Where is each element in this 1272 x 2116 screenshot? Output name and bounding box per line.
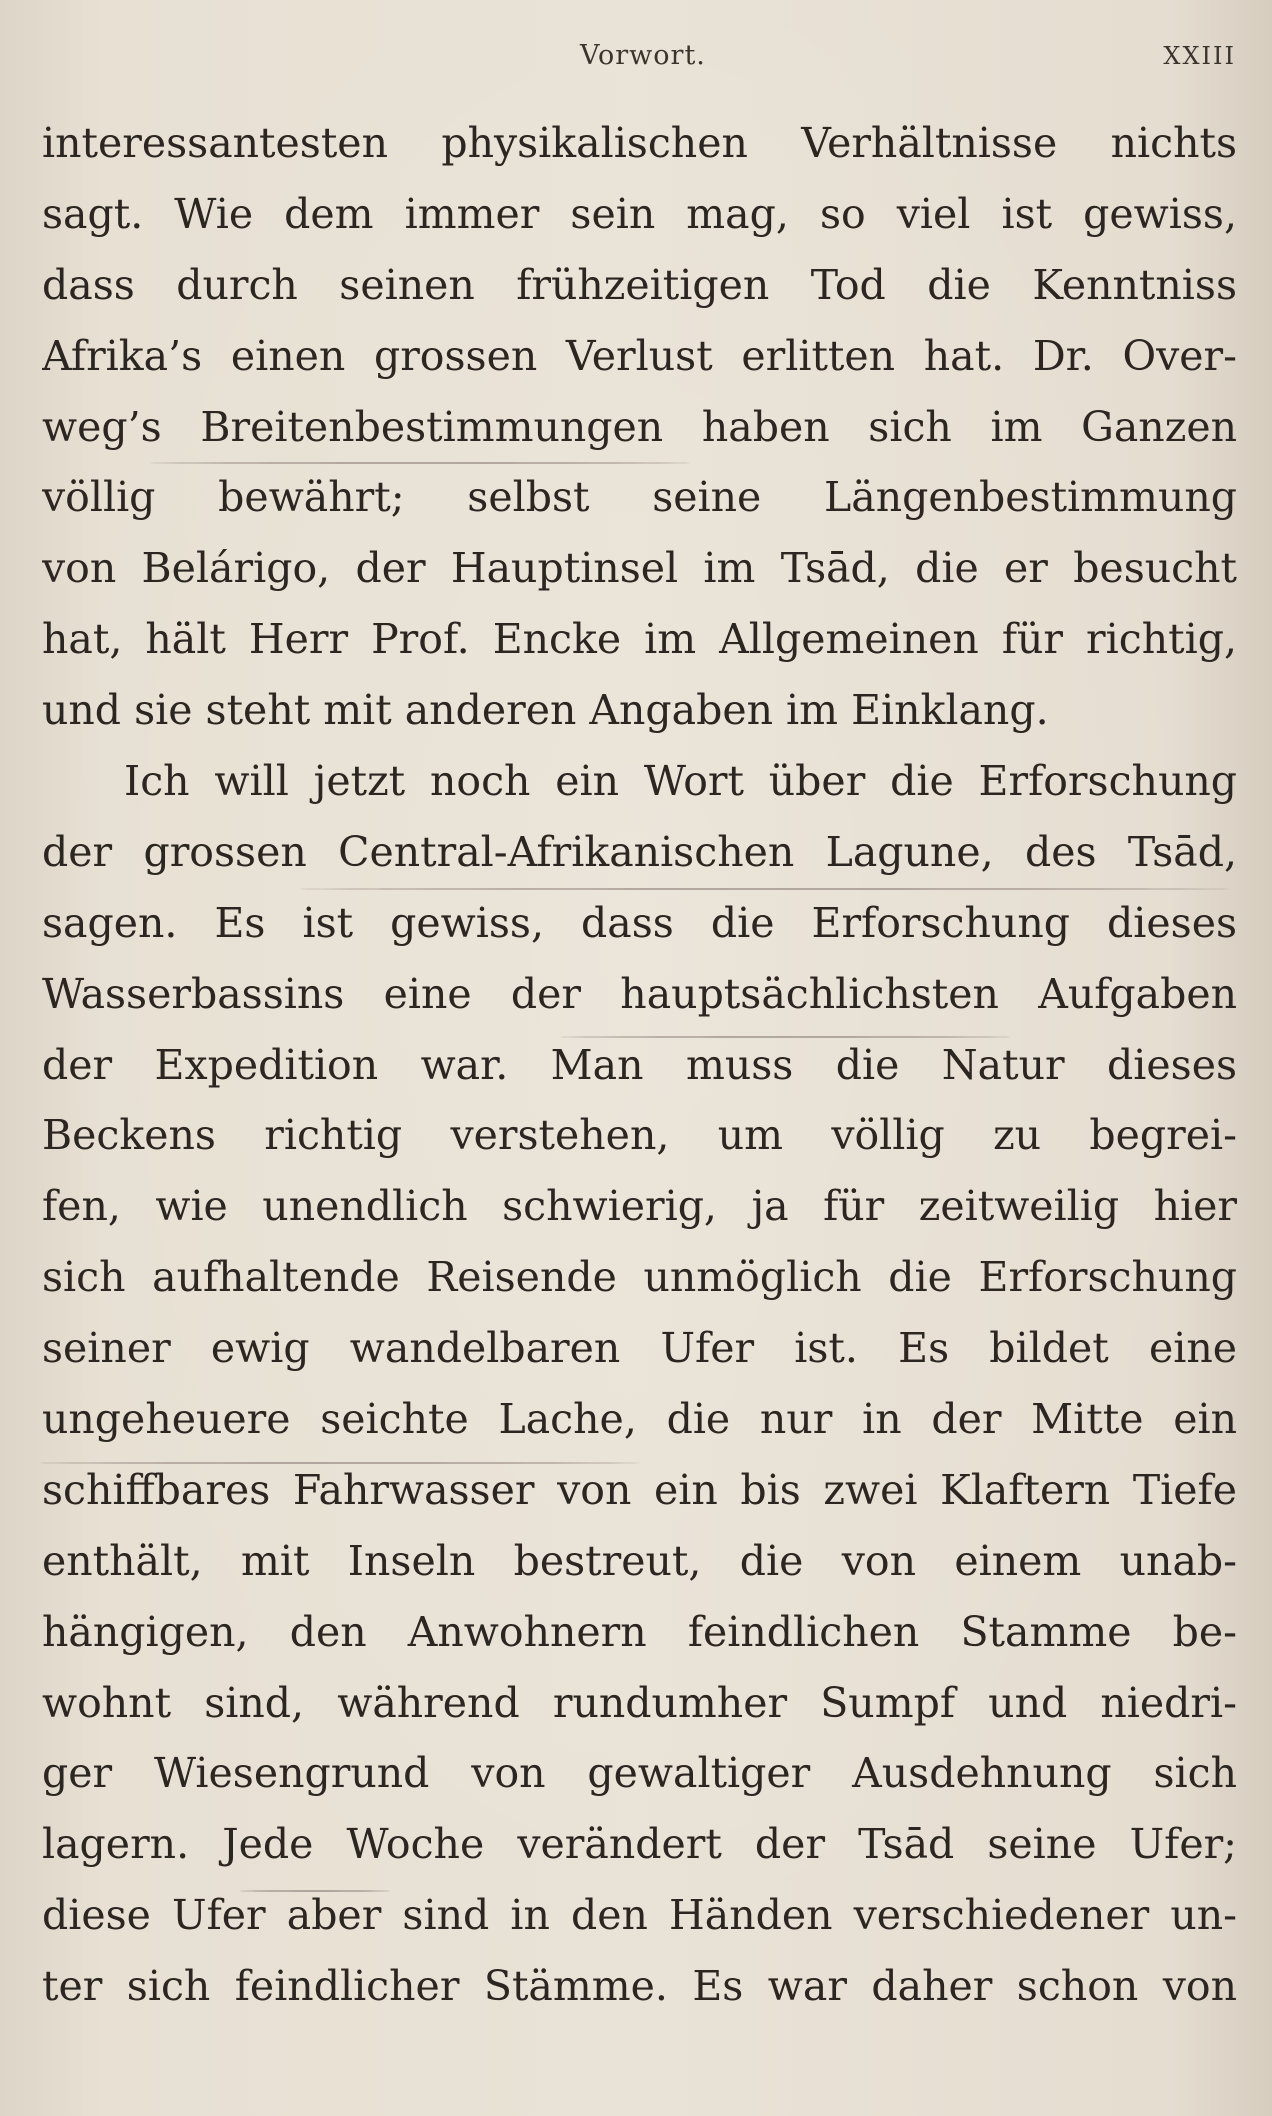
text-line: enthält, mit Inseln bestreut, die von einem unab-	[42, 1536, 1237, 1585]
pencil-underline-mark	[150, 462, 690, 464]
paragraph-start-line: Ich will jetzt noch ein Wort über die Erforschung	[124, 757, 1237, 806]
text-line: sich aufhaltende Reisende unmöglich die Erforschung	[42, 1253, 1237, 1302]
text-line: sagt. Wie dem immer sein mag, so viel ist gewiss,	[42, 189, 1237, 238]
text-line: hat, hält Herr Prof. Encke im Allgemeinen für richtig,	[42, 615, 1237, 664]
text-line: sagen. Es ist gewiss, dass die Erforschung dieses	[42, 898, 1237, 947]
text-line: ungeheuere seichte Lache, die nur in der Mitte ein	[42, 1395, 1237, 1444]
text-line: völlig bewährt; selbst seine Längenbestimmung	[42, 473, 1237, 522]
text-line: seiner ewig wandelbaren Ufer ist. Es bildet eine	[42, 1324, 1237, 1373]
text-line: weg’s Breitenbestimmungen haben sich im Ganzen	[42, 402, 1237, 451]
pencil-underline-mark	[240, 1890, 390, 1892]
text-line: der Expedition war. Man muss die Natur dieses	[42, 1040, 1237, 1089]
text-line: lagern. Jede Woche verändert der Tsād seine Ufer;	[42, 1820, 1237, 1869]
body-text	[42, 108, 1237, 2022]
text-line: Afrika’s einen grossen Verlust erlitten hat. Dr. Over-	[42, 331, 1237, 380]
running-title: Vorwort.	[580, 40, 706, 71]
text-line: fen, wie unendlich schwierig, ja für zeitweilig hier	[42, 1182, 1237, 1231]
pencil-underline-mark	[40, 1462, 640, 1464]
text-line: wohnt sind, während rundumher Sumpf und niedri-	[42, 1678, 1237, 1727]
text-line: Beckens richtig verstehen, um völlig zu begrei-	[42, 1111, 1237, 1160]
text-line: ger Wiesengrund von gewaltiger Ausdehnung sich	[42, 1749, 1237, 1798]
text-line: diese Ufer aber sind in den Händen verschiedener un-	[42, 1891, 1237, 1940]
text-line: Wasserbassins eine der hauptsächlichsten Aufgaben	[42, 969, 1237, 1018]
text-line: und sie steht mit anderen Angaben im Einklang.	[42, 686, 1049, 735]
text-line: der grossen Central-Afrikanischen Lagune, des Tsād,	[42, 827, 1237, 876]
text-line: schiffbares Fahrwasser von ein bis zwei Klaftern Tiefe	[42, 1465, 1237, 1514]
pencil-underline-mark	[560, 1036, 1010, 1038]
text-line: interessantesten physikalischen Verhältnisse nichts	[42, 119, 1237, 167]
pencil-underline-mark	[300, 888, 1230, 890]
text-line: ter sich feindlicher Stämme. Es war daher schon von	[42, 1962, 1237, 2011]
page-number: XXIII	[1163, 42, 1236, 70]
text-line: hängigen, den Anwohnern feindlichen Stamme be-	[42, 1607, 1237, 1656]
text-line: von Belárigo, der Hauptinsel im Tsād, die er besucht	[42, 544, 1237, 593]
page-header	[0, 40, 1272, 80]
text-line: dass durch seinen frühzeitigen Tod die Kenntniss	[42, 260, 1237, 309]
